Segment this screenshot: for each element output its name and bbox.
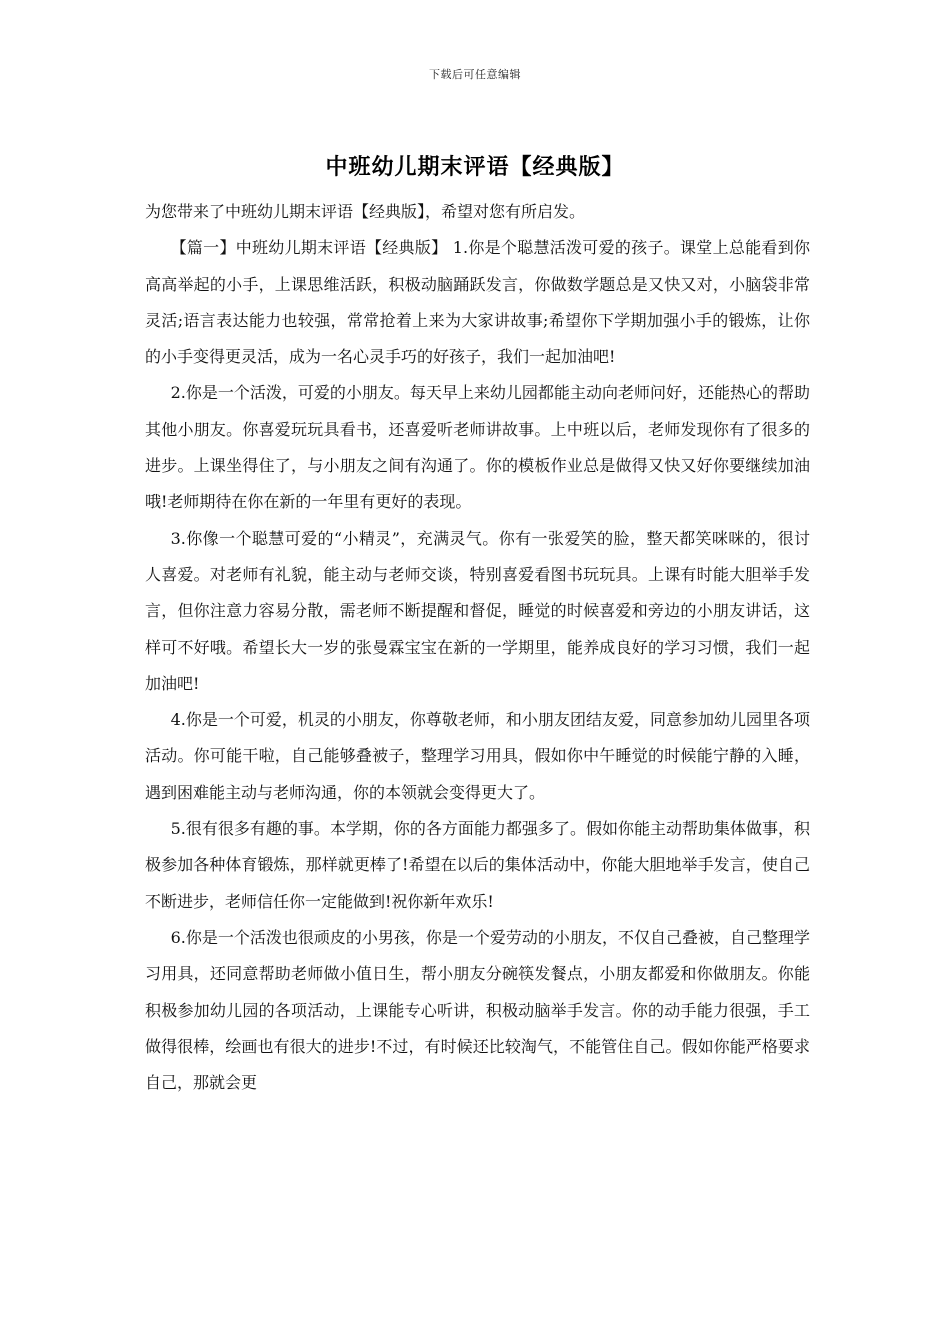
document-body bbox=[145, 194, 810, 1101]
paragraph-6: 6.你是一个活泼也很顽皮的小男孩，你是一个爱劳动的小朋友，不仅自己叠被，自己整理学习用具，还同意帮助老师做小值日生，帮小朋友分碗筷发餐点，小朋友都爱和你做朋友。你能积极参加幼儿园的各项活动，上课能专心听讲，积极动脑举手发言。你的动手能力很强，手工做得很棒，绘画也有很大的进步!不过，有时候还比较淘气，不能管住自己。假如你能严格要求自己，那就会更 bbox=[145, 927, 810, 1093]
intro-paragraph: 为您带来了中班幼儿期末评语【经典版】，希望对您有所启发。 bbox=[145, 202, 586, 221]
document-title: 中班幼儿期末评语【经典版】 bbox=[325, 155, 625, 180]
paragraph-3: 3.你像一个聪慧可爱的“小精灵”，充满灵气。你有一张爱笑的脸，整天都笑咪咪的，很讨人喜爱。对老师有礼貌，能主动与老师交谈，特别喜爱看图书玩玩具。上课有时能大胆举手发言，但你注意力容易分散，需老师不断提醒和督促，睡觉的时候喜爱和旁边的小朋友讲话，这样可不好哦。希望长大一岁的张曼霖宝宝在新的一学期里，能养成良好的学习习惯，我们一起加油吧! bbox=[145, 528, 810, 693]
paragraph-4: 4.你是一个可爱，机灵的小朋友，你尊敬老师，和小朋友团结友爱，同意参加幼儿园里各项活动。你可能干啦，自己能够叠被子，整理学习用具，假如你中午睡觉的时候能宁静的入睡，遇到困难能主动与老师沟通，你的本领就会变得更大了。 bbox=[145, 710, 810, 802]
page-header-note: 下载后可任意编辑 bbox=[429, 68, 521, 81]
paragraph-1: 【篇一】中班幼儿期末评语【经典版】 1.你是个聪慧活泼可爱的孩子。课堂上总能看到你高高举起的小手，上课思维活跃，积极动脑踊跃发言，你做数学题总是又快又对，小脑袋非常灵活;语言表达能力也较强，常常抢着上来为大家讲故事;希望你下学期加强小手的锻炼，让你的小手变得更灵活，成为一名心灵手巧的好孩子，我们一起加油吧! bbox=[145, 238, 810, 367]
paragraph-2: 2.你是一个活泼，可爱的小朋友。每天早上来幼儿园都能主动向老师问好，还能热心的帮助其他小朋友。你喜爱玩玩具看书，还喜爱听老师讲故事。上中班以后，老师发现你有了很多的进步。上课坐得住了，与小朋友之间有沟通了。你的模板作业总是做得又快又好你要继续加油哦!老师期待在你在新的一年里有更好的表现。 bbox=[145, 383, 810, 512]
paragraph-5: 5.很有很多有趣的事。本学期，你的各方面能力都强多了。假如你能主动帮助集体做事，积极参加各种体育锻炼，那样就更棒了!希望在以后的集体活动中，你能大胆地举手发言，使自己不断进步，老师信任你一定能做到!祝你新年欢乐! bbox=[145, 819, 810, 911]
